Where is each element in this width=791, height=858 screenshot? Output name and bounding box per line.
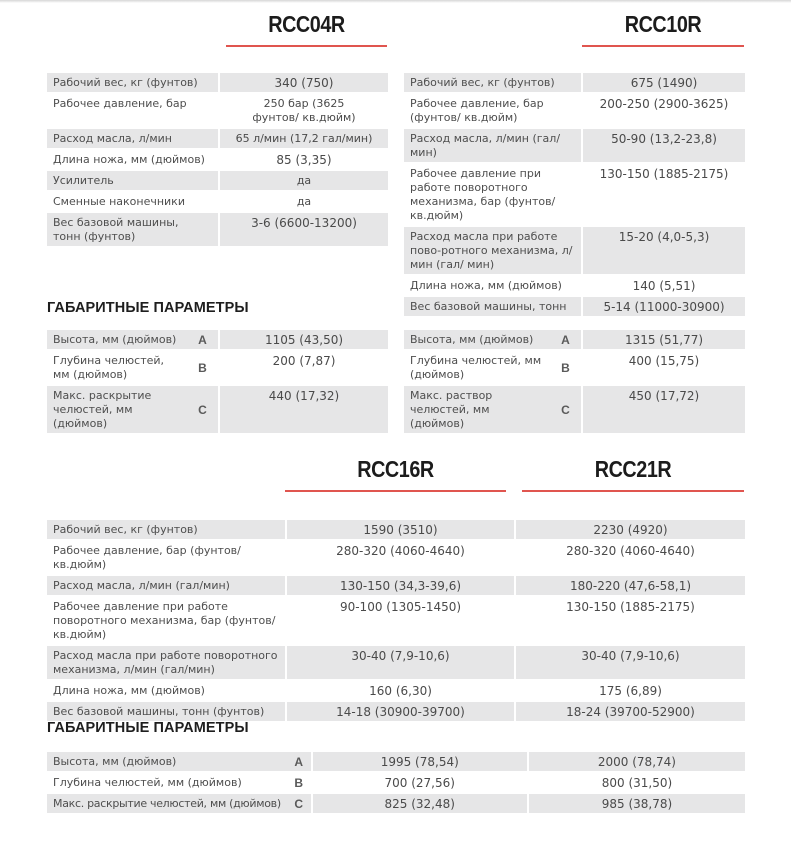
spec-label: Расход масла при работе пово-ротного механизма, л/мин (гал/ мин) — [404, 227, 581, 276]
table-row — [404, 94, 745, 129]
spec-value: 90-100 (1305-1450) — [285, 597, 514, 646]
dim-value: 450 (17,72) — [581, 386, 745, 435]
table-row — [404, 73, 745, 94]
dim-value: 825 (32,48) — [311, 794, 527, 815]
dims-table-rcc10r — [404, 330, 745, 435]
dim-key: B — [187, 351, 218, 386]
dim-label: Глубина челюстей, мм (дюймов) — [47, 773, 287, 794]
table-row — [47, 171, 388, 192]
table-row — [404, 386, 745, 435]
spec-label: Усилитель — [47, 171, 218, 192]
section-title-dimensions: ГАБАРИТНЫЕ ПАРАМЕТРЫ — [47, 300, 249, 316]
accent-underline — [285, 490, 506, 492]
spec-label: Расход масла, л/мин (гал/мин) — [404, 129, 581, 164]
section-title-dimensions: ГАБАРИТНЫЕ ПАРАМЕТРЫ — [47, 720, 249, 736]
table-row — [47, 351, 388, 386]
spec-label: Рабочий вес, кг (фунтов) — [404, 73, 581, 94]
table-row — [404, 351, 745, 386]
spec-label: Вес базовой машины, тонн (фунтов) — [47, 702, 285, 723]
model-title: RCC16R — [357, 456, 434, 482]
spec-label: Длина ножа, мм (дюймов) — [47, 150, 218, 171]
spec-value: да — [218, 192, 388, 213]
table-row — [47, 541, 745, 576]
spec-value: 130-150 (34,3-39,6) — [285, 576, 514, 597]
model-title: RCC10R — [624, 11, 702, 37]
spec-value: 85 (3,35) — [218, 150, 388, 171]
table-row — [47, 213, 388, 248]
dims-table-rcc04r — [47, 330, 388, 435]
table-row — [47, 192, 388, 213]
dim-value: 985 (38,78) — [527, 794, 745, 815]
dim-label: Макс. раствор челюстей, мм (дюймов) — [404, 386, 550, 435]
spec-table-rcc16r-rcc21r — [47, 520, 745, 723]
table-row — [404, 330, 745, 351]
table-row — [47, 597, 745, 646]
spec-value: 175 (6,89) — [514, 681, 745, 702]
spec-value: 160 (6,30) — [285, 681, 514, 702]
spec-value: 280-320 (4060-4640) — [514, 541, 745, 576]
spec-label: Длина ножа, мм (дюймов) — [404, 276, 581, 297]
dim-label: Высота, мм (дюймов) — [47, 330, 187, 351]
dim-label: Глубина челюстей, мм (дюймов) — [404, 351, 550, 386]
table-row — [47, 386, 388, 435]
model-header-rcc21r — [522, 455, 744, 493]
table-row — [47, 681, 745, 702]
spec-label: Рабочий вес, кг (фунтов) — [47, 520, 285, 541]
spec-label: Рабочее давление, бар (фунтов/кв.дюйм) — [47, 541, 285, 576]
dim-value: 1105 (43,50) — [218, 330, 388, 351]
spec-value: 3-6 (6600-13200) — [218, 213, 388, 248]
spec-value: 280-320 (4060-4640) — [285, 541, 514, 576]
spec-value: 15-20 (4,0-5,3) — [581, 227, 745, 276]
table-row — [47, 794, 745, 815]
table-row — [47, 94, 388, 129]
spec-label: Расход масла при работе поворотного механизма, л/мин (гал/мин) — [47, 646, 285, 681]
table-row — [404, 129, 745, 164]
dim-key: A — [287, 752, 311, 773]
spec-label: Рабочий вес, кг (фунтов) — [47, 73, 218, 94]
spec-label: Рабочее давление, бар (фунтов/ кв.дюйм) — [404, 94, 581, 129]
table-row — [47, 646, 745, 681]
spec-value: 250 бар (3625 фунтов/ кв.дюйм) — [218, 94, 388, 129]
table-row — [47, 576, 745, 597]
dim-value: 400 (15,75) — [581, 351, 745, 386]
spec-value: 14-18 (30900-39700) — [285, 702, 514, 723]
dim-value: 1995 (78,54) — [311, 752, 527, 773]
dims-table-rcc16r-rcc21r — [47, 752, 745, 815]
table-row — [47, 129, 388, 150]
spec-table-rcc10r — [404, 73, 745, 318]
dim-key: B — [287, 773, 311, 794]
accent-underline — [522, 490, 744, 492]
dim-value: 2000 (78,74) — [527, 752, 745, 773]
spec-value: 140 (5,51) — [581, 276, 745, 297]
dim-label: Макс. раскрытие челюстей, мм (дюймов) — [47, 794, 287, 815]
spec-label: Расход масла, л/мин — [47, 129, 218, 150]
dim-value: 700 (27,56) — [311, 773, 527, 794]
model-header-rcc04r — [226, 10, 387, 48]
dim-key: A — [187, 330, 218, 351]
spec-value: 180-220 (47,6-58,1) — [514, 576, 745, 597]
spec-value: 18-24 (39700-52900) — [514, 702, 745, 723]
table-row — [404, 227, 745, 276]
model-header-rcc16r — [285, 455, 506, 493]
spec-table-rcc04r — [47, 73, 388, 248]
spec-value: да — [218, 171, 388, 192]
spec-value: 130-150 (1885-2175) — [581, 164, 745, 227]
spec-label: Вес базовой машины, тонн (фунтов) — [47, 213, 218, 248]
spec-label: Рабочее давление при работе поворотного механизма, бар (фунтов/кв.дюйм) — [404, 164, 581, 227]
table-row — [47, 73, 388, 94]
spec-value: 30-40 (7,9-10,6) — [514, 646, 745, 681]
spec-value: 1590 (3510) — [285, 520, 514, 541]
dim-value: 200 (7,87) — [218, 351, 388, 386]
model-title: RCC04R — [268, 11, 345, 37]
table-row — [47, 773, 745, 794]
dim-value: 1315 (51,77) — [581, 330, 745, 351]
spec-value: 200-250 (2900-3625) — [581, 94, 745, 129]
accent-underline — [226, 45, 387, 47]
table-row — [404, 297, 745, 318]
spec-value: 675 (1490) — [581, 73, 745, 94]
dim-value: 800 (31,50) — [527, 773, 745, 794]
dim-key: C — [550, 386, 581, 435]
spec-value: 30-40 (7,9-10,6) — [285, 646, 514, 681]
spec-label: Расход масла, л/мин (гал/мин) — [47, 576, 285, 597]
dim-label: Макс. раскрытие челюстей, мм (дюймов) — [47, 386, 187, 435]
spec-label: Вес базовой машины, тонн — [404, 297, 581, 318]
dim-key: C — [187, 386, 218, 435]
table-row — [47, 520, 745, 541]
model-header-rcc10r — [582, 10, 744, 48]
spec-value: 2230 (4920) — [514, 520, 745, 541]
table-row — [47, 330, 388, 351]
table-row — [47, 150, 388, 171]
spec-value: 340 (750) — [218, 73, 388, 94]
dim-key: A — [550, 330, 581, 351]
spec-label: Длина ножа, мм (дюймов) — [47, 681, 285, 702]
table-row — [404, 164, 745, 227]
accent-underline — [582, 45, 744, 47]
dim-label: Высота, мм (дюймов) — [404, 330, 550, 351]
dim-label: Глубина челюстей, мм (дюймов) — [47, 351, 187, 386]
model-title: RCC21R — [594, 456, 672, 482]
spec-label: Рабочее давление при работе поворотного механизма, бар (фунтов/кв.дюйм) — [47, 597, 285, 646]
dim-key: C — [287, 794, 311, 815]
spec-value: 65 л/мин (17,2 гал/мин) — [218, 129, 388, 150]
table-row — [47, 752, 745, 773]
dim-value: 440 (17,32) — [218, 386, 388, 435]
dim-key: B — [550, 351, 581, 386]
page-top-edge — [0, 0, 791, 3]
dim-label: Высота, мм (дюймов) — [47, 752, 287, 773]
spec-value: 130-150 (1885-2175) — [514, 597, 745, 646]
table-row — [404, 276, 745, 297]
spec-label: Сменные наконечники — [47, 192, 218, 213]
spec-label: Рабочее давление, бар — [47, 94, 218, 129]
spec-value: 50-90 (13,2-23,8) — [581, 129, 745, 164]
spec-value: 5-14 (11000-30900) — [581, 297, 745, 318]
